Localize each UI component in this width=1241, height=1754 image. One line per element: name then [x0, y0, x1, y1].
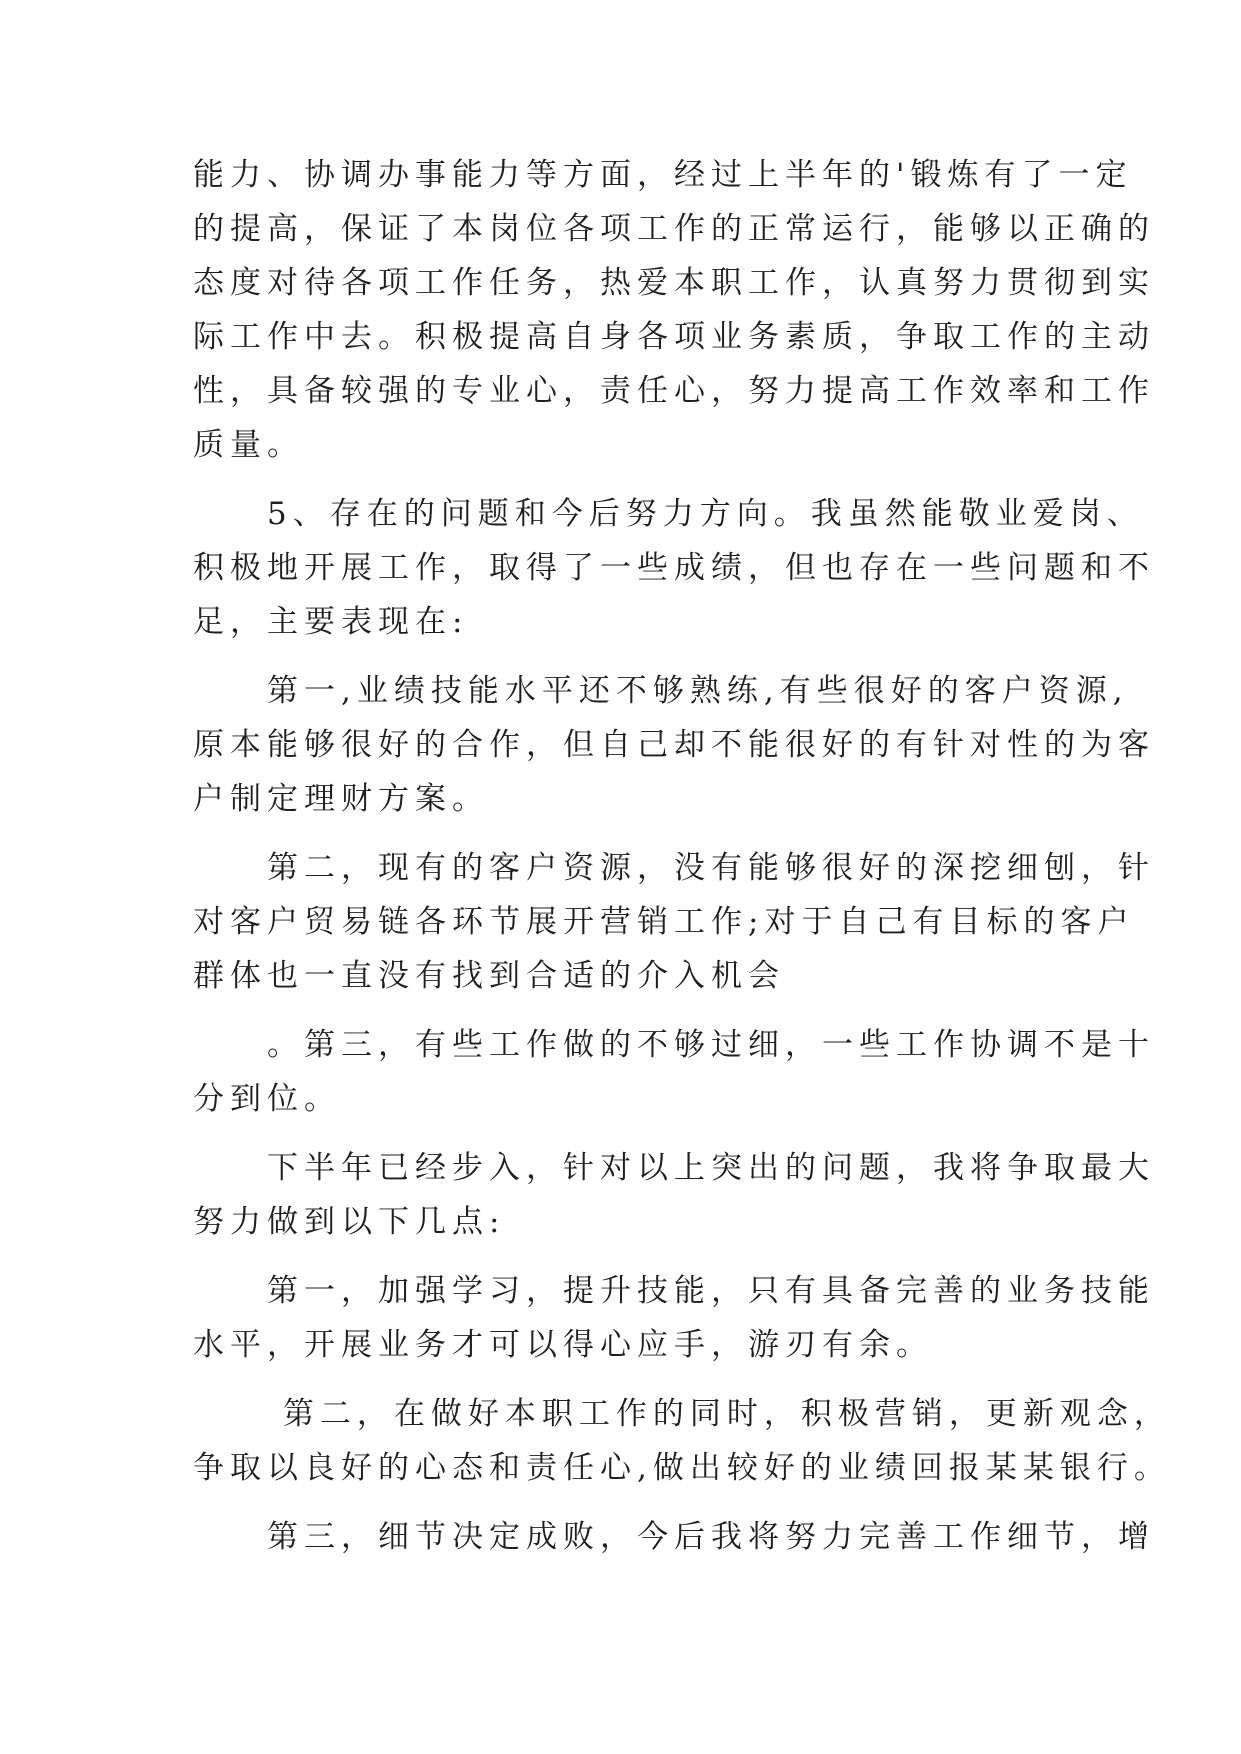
text-line: 分到位。 [193, 1081, 341, 1117]
text-line: 际工作中去。积极提高自身各项业务素质，争取工作的主动 [193, 319, 1155, 355]
text-line: 第一，加强学习，提升技能，只有具备完善的业务技能 [193, 1273, 1155, 1309]
text-line: 积极地开展工作，取得了一些成绩，但也存在一些问题和不 [193, 550, 1155, 586]
text-line: 。第三，有些工作做的不够过细，一些工作协调不是十 [193, 1027, 1155, 1063]
text-line: 下半年已经步入，针对以上突出的问题，我将争取最大 [193, 1150, 1155, 1186]
text-line: 户制定理财方案。 [193, 781, 489, 817]
text-line: 5、存在的问题和今后努力方向。我虽然能敬业爱岗、 [193, 496, 1144, 532]
text-line: 第二，在做好本职工作的同时，积极营销，更新观念， [193, 1396, 1171, 1432]
text-line: 对客户贸易链各环节展开营销工作;对于自己有目标的客户 [193, 904, 1135, 940]
text-line: 能力、协调办事能力等方面，经过上半年的'锻炼有了一定 [193, 157, 1133, 193]
text-line: 争取以良好的心态和责任心,做出较好的业绩回报某某银行。 [193, 1450, 1171, 1486]
text-line: 态度对待各项工作任务，热爱本职工作，认真努力贯彻到实 [193, 265, 1155, 301]
text-line: 水平，开展业务才可以得心应手，游刃有余。 [193, 1327, 933, 1363]
text-line: 第二，现有的客户资源，没有能够很好的深挖细刨，针 [193, 850, 1155, 886]
text-line: 性，具备较强的专业心，责任心，努力提高工作效率和工作 [193, 373, 1155, 409]
text-line: 足，主要表现在: [193, 604, 469, 640]
text-line: 质量。 [193, 427, 304, 463]
text-line: 原本能够很好的合作，但自己却不能很好的有针对性的为客 [193, 727, 1155, 763]
text-line: 群体也一直没有找到合适的介入机会 [193, 958, 785, 994]
text-line: 第三，细节决定成败，今后我将努力完善工作细节，增 [193, 1519, 1155, 1555]
text-line: 第一,业绩技能水平还不够熟练,有些很好的客户资源, [193, 673, 1129, 709]
text-line: 的提高，保证了本岗位各项工作的正常运行，能够以正确的 [193, 211, 1155, 247]
text-line: 努力做到以下几点: [193, 1204, 506, 1240]
